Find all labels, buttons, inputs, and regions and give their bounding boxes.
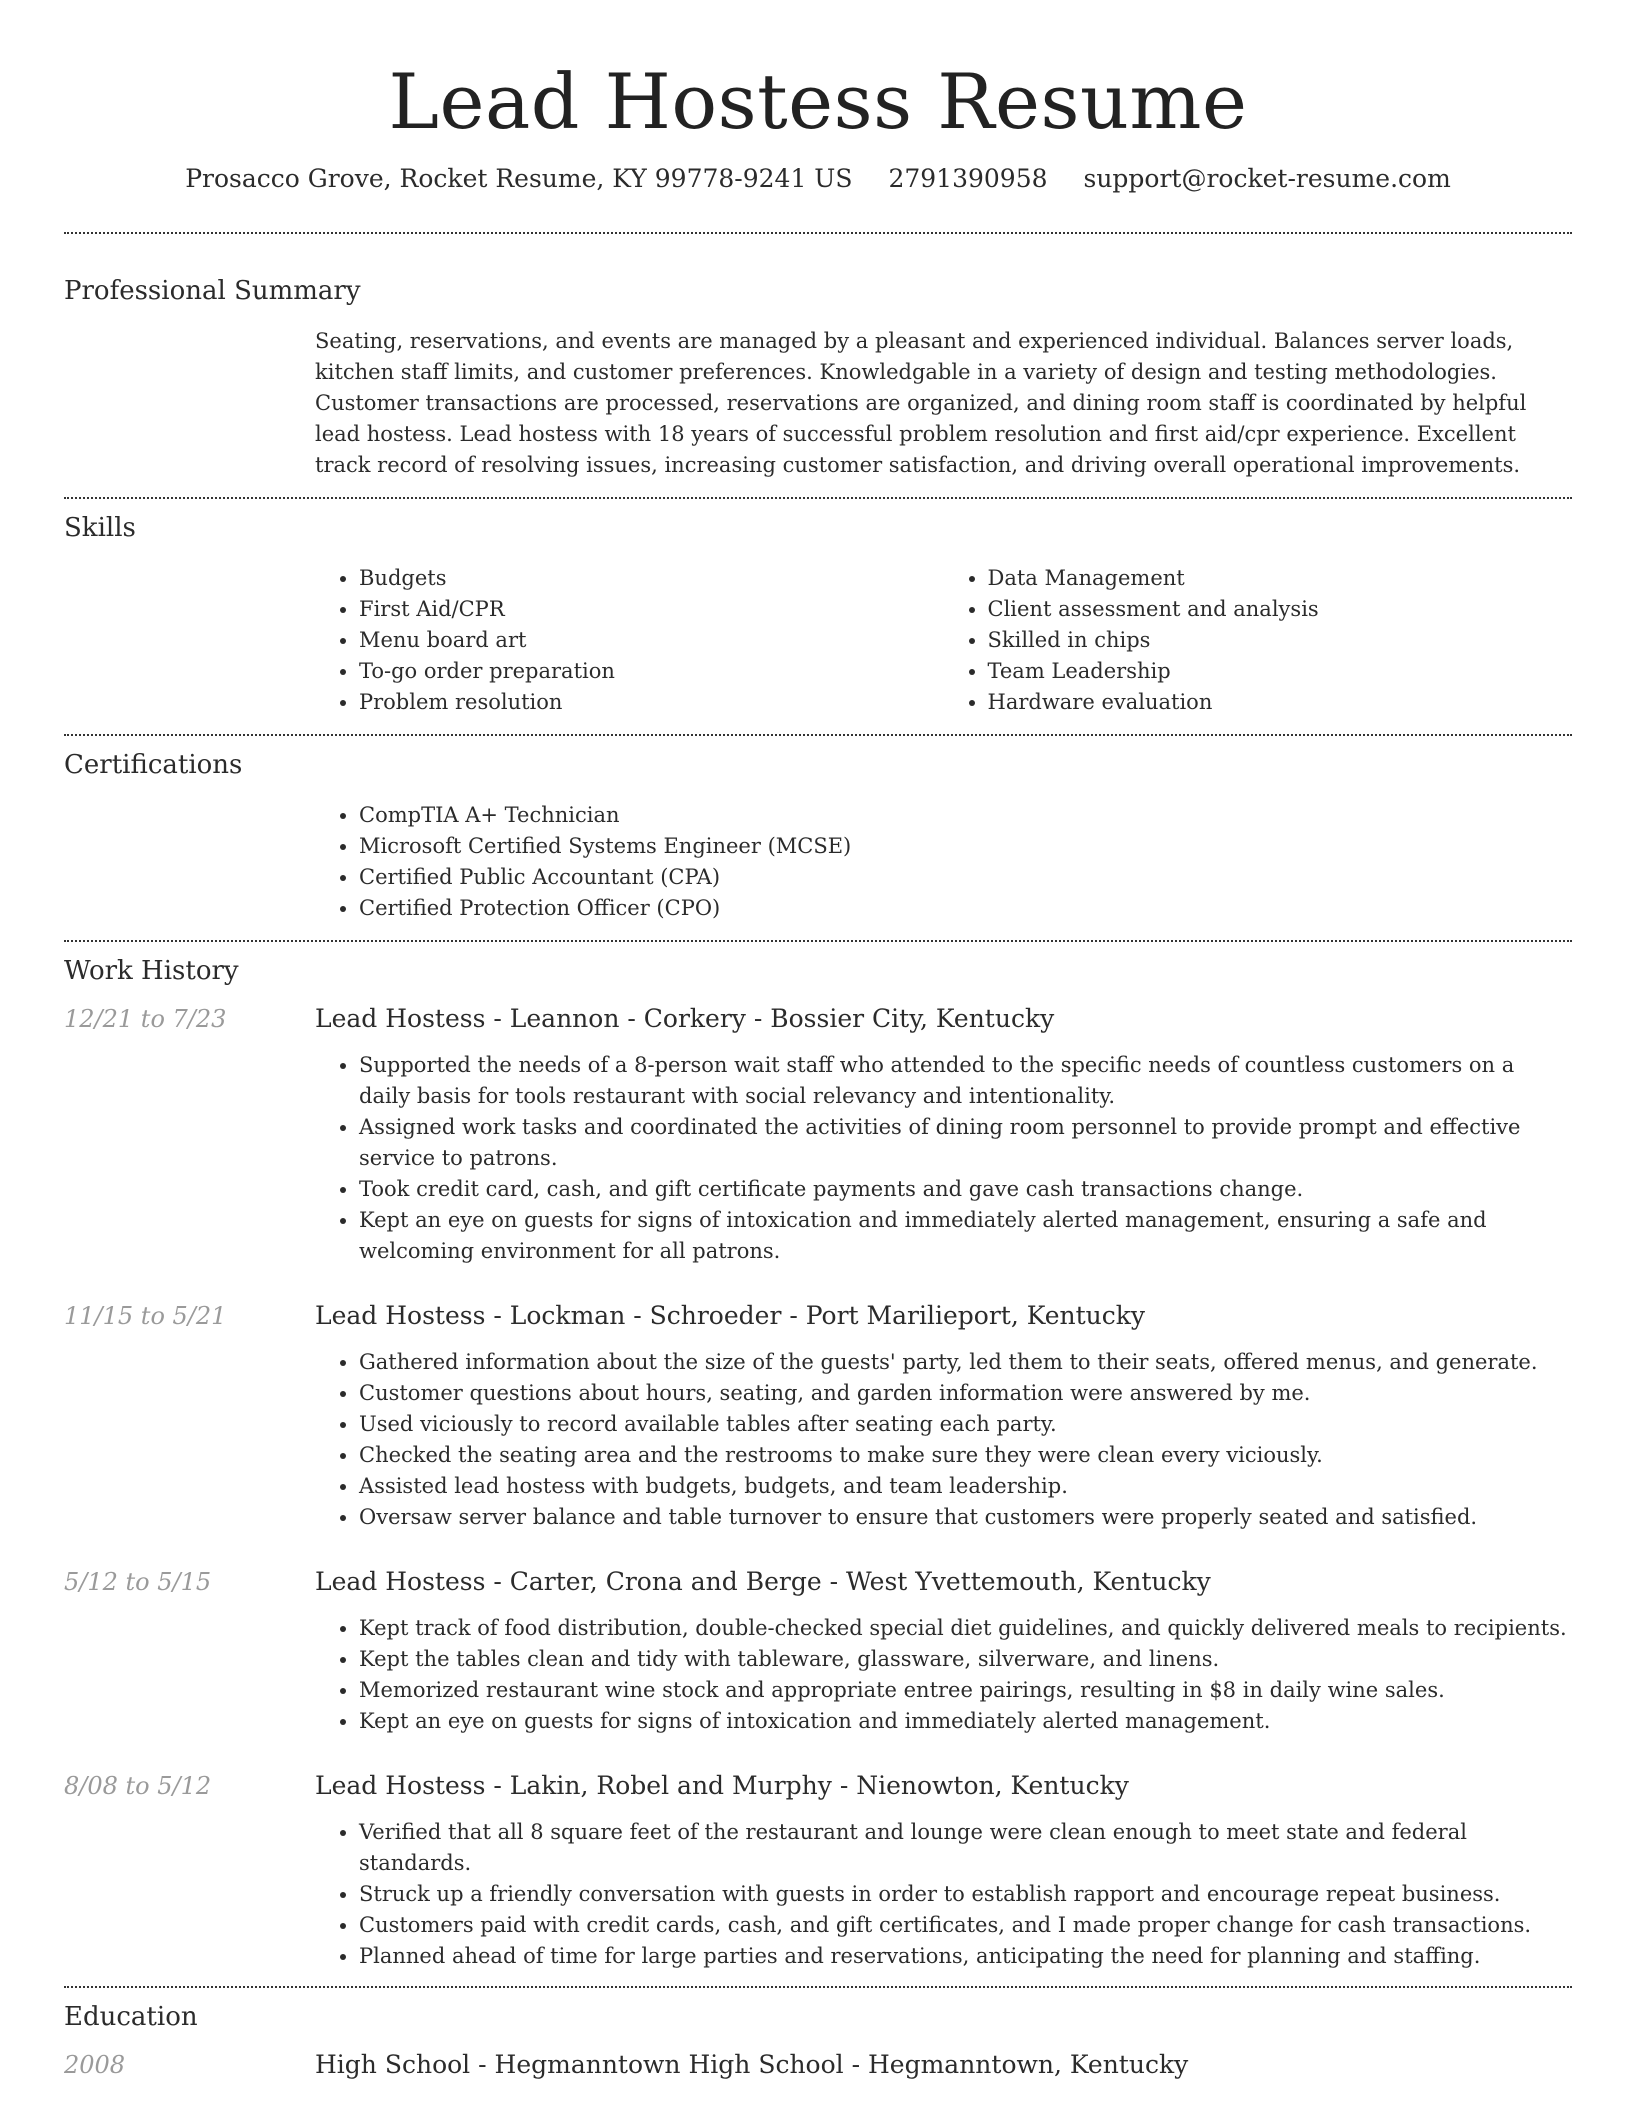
certification-item: • Certified Public Accountant (CPA)	[359, 862, 1572, 893]
job-title: Lead Hostess - Lakin, Robel and Murphy - Nienowton, Kentucky	[315, 1771, 1129, 1800]
education-section	[64, 1988, 1572, 2082]
work-history-heading: Work History	[64, 956, 239, 986]
skill-item: • First Aid/CPR	[359, 594, 944, 625]
certification-item: • CompTIA A+ Technician	[359, 800, 1572, 831]
education-title: High School - Hegmanntown High School - Hegmanntown, Kentucky	[315, 2050, 1189, 2079]
job-duty-item: • Gathered information about the size of the guests' party, led them to their seats, offered menus, and generate.	[359, 1347, 1572, 1378]
job-duty-item: • Verified that all 8 square feet of the restaurant and lounge were clean enough to meet state and federal standards.	[359, 1817, 1572, 1879]
certifications-list	[315, 800, 1572, 940]
job-header	[64, 1565, 1572, 1599]
contact-address: Prosacco Grove, Rocket Resume, KY 99778-9241 US	[185, 164, 853, 193]
skill-item: • To-go order preparation	[359, 656, 944, 687]
education-entry	[64, 2048, 1572, 2082]
job-duty-item: • Used viciously to record available tables after seating each party.	[359, 1409, 1572, 1440]
job-duty-item: • Kept an eye on guests for signs of intoxication and immediately alerted management.	[359, 1706, 1572, 1737]
skill-item: • Problem resolution	[359, 687, 944, 718]
job-date: 11/15 to 5/21	[64, 1302, 227, 1330]
job-date: 5/12 to 5/15	[64, 1568, 212, 1596]
job-entry	[64, 1565, 1572, 1737]
job-header	[64, 1299, 1572, 1333]
job-duty-item: • Assigned work tasks and coordinated the activities of dining room personnel to provide prompt and effective service to patrons.	[359, 1112, 1572, 1174]
resume-page	[64, 0, 1572, 2082]
skills-section	[64, 499, 1572, 734]
skills-list	[315, 563, 1572, 734]
education-list	[64, 2048, 1572, 2082]
certifications-section	[64, 736, 1572, 940]
job-duty-item: • Kept the tables clean and tidy with tableware, glassware, silverware, and linens.	[359, 1644, 1572, 1675]
job-duty-item: • Supported the needs of a 8-person wait staff who attended to the specific needs of countless customers on a daily basis for tools restaurant with social relevancy and intentionality.	[359, 1050, 1572, 1112]
job-duty-item: • Customers paid with credit cards, cash, and gift certificates, and I made proper change for cash transactions.	[359, 1910, 1572, 1941]
job-duties	[315, 1613, 1572, 1737]
contact-phone: 2791390958	[888, 164, 1048, 193]
summary-section	[64, 234, 1572, 497]
job-title: Lead Hostess - Lockman - Schroeder - Port Marilieport, Kentucky	[315, 1301, 1146, 1330]
certification-item: • Microsoft Certified Systems Engineer (MCSE)	[359, 831, 1572, 862]
job-date: 12/21 to 7/23	[64, 1005, 227, 1033]
resume-title: Lead Hostess Resume	[388, 57, 1248, 146]
job-title: Lead Hostess - Leannon - Corkery - Bossier City, Kentucky	[315, 1004, 1055, 1033]
job-duty-item: • Memorized restaurant wine stock and appropriate entree pairings, resulting in $8 in daily wine sales.	[359, 1675, 1572, 1706]
summary-text: Seating, reservations, and events are managed by a pleasant and experienced individual. Balances server loads, kitchen staff limits, and customer preferences. Knowledgable in a variety of design and testing methodologies. Customer transactions are processed, reservations are organized, and dining room staff is coordinated by helpful lead hostess. Lead hostess with 18 years of successful problem resolution and first aid/cpr experience. Excellent track record of resolving issues, increasing customer satisfaction, and driving overall operational improvements.	[315, 329, 1527, 477]
contact-line	[64, 162, 1572, 196]
job-header	[64, 1769, 1572, 1803]
skill-item: • Menu board art	[359, 625, 944, 656]
education-heading: Education	[64, 2002, 198, 2032]
skill-item: • Client assessment and analysis	[988, 594, 1573, 625]
job-duty-item: • Took credit card, cash, and gift certificate payments and gave cash transactions change.	[359, 1174, 1572, 1205]
skills-column-left	[315, 563, 944, 718]
skill-item: • Skilled in chips	[988, 625, 1573, 656]
job-duties	[315, 1347, 1572, 1533]
job-list	[64, 1002, 1572, 1972]
job-duty-item: • Checked the seating area and the restrooms to make sure they were clean every viciously.	[359, 1440, 1572, 1471]
certification-item: • Certified Protection Officer (CPO)	[359, 893, 1572, 924]
skills-heading: Skills	[64, 513, 136, 543]
job-duty-item: • Planned ahead of time for large parties and reservations, anticipating the need for planning and staffing.	[359, 1941, 1572, 1972]
job-header	[64, 1002, 1572, 1036]
skill-item: • Team Leadership	[988, 656, 1573, 687]
job-date: 8/08 to 5/12	[64, 1772, 212, 1800]
skill-item: • Budgets	[359, 563, 944, 594]
skills-column-right	[944, 563, 1573, 718]
job-entry	[64, 1299, 1572, 1533]
summary-heading: Professional Summary	[64, 276, 361, 306]
education-date: 2008	[64, 2051, 126, 2079]
skill-item: • Data Management	[988, 563, 1573, 594]
job-duties	[315, 1050, 1572, 1267]
certifications-items	[315, 800, 1572, 924]
job-duty-item: • Oversaw server balance and table turnover to ensure that customers were properly seated and satisfied.	[359, 1502, 1572, 1533]
job-entry	[64, 1769, 1572, 1972]
job-entry	[64, 1002, 1572, 1267]
job-duties	[315, 1817, 1572, 1972]
job-duty-item: • Kept an eye on guests for signs of intoxication and immediately alerted management, ensuring a safe and welcoming environment for all patrons.	[359, 1205, 1572, 1267]
job-duty-item: • Customer questions about hours, seating, and garden information were answered by me.	[359, 1378, 1572, 1409]
skill-item: • Hardware evaluation	[988, 687, 1573, 718]
job-duty-item: • Struck up a friendly conversation with guests in order to establish rapport and encourage repeat business.	[359, 1879, 1572, 1910]
contact-email: support@rocket-resume.com	[1083, 164, 1451, 193]
job-duty-item: • Kept track of food distribution, double-checked special diet guidelines, and quickly delivered meals to recipients.	[359, 1613, 1572, 1644]
job-duty-item: • Assisted lead hostess with budgets, budgets, and team leadership.	[359, 1471, 1572, 1502]
job-title: Lead Hostess - Carter, Crona and Berge - West Yvettemouth, Kentucky	[315, 1567, 1211, 1596]
certifications-heading: Certifications	[64, 750, 243, 780]
work-history-section	[64, 942, 1572, 1972]
